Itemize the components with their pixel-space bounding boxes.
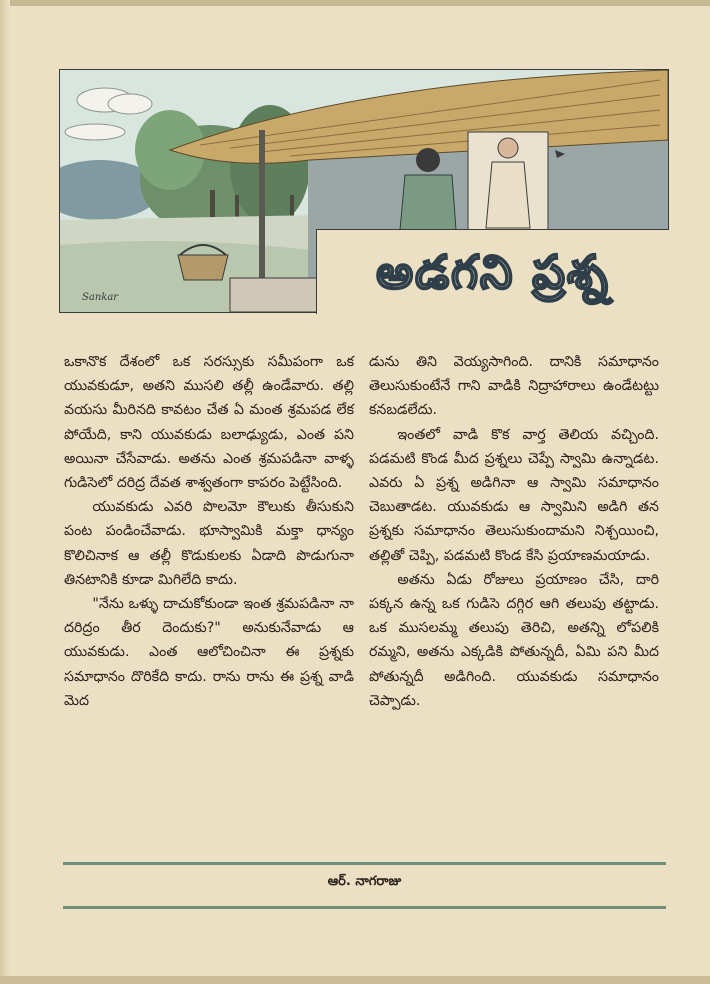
left-paragraph-3: "నేను ఒళ్ళు దాచుకోకుండా ఇంత శ్రమపడినా నా దరిద్రం తీర దెందుకు?" అనుకునేవాడు ఆ యువకుడు. ఎంత ఆలోచించినా ఈ ప్రశ్నకు సమాధానం దొరికేది కాదు. రాను రాను ఈ ప్రశ్న వాడి మెద bbox=[64, 596, 354, 709]
left-paragraph-1: ఒకానొక దేశంలో ఒక సరస్సుకు సమీపంగా ఒక యువకుడూ, అతని ముసలి తల్లీ ఉండేవారు. తల్లి వయసు మీరినది కావటం చేత ఏ మంత శ్రమపడ లేక పోయేది, కాని యువకుడు బలాఢ్యుడు, ఎంత పని అయినా చేసేవాడు. అతను ఎంత శ్రమపడినా వాళ్ళ గుడిసెలో దరిద్ర దేవత శాశ్వతంగా కాపరం పెట్టేసింది. bbox=[64, 354, 354, 492]
right-paragraph-3: అతను ఏడు రోజులు ప్రయాణం చేసి, దారి పక్కన ఉన్న ఒక గుడిసె దగ్గిర ఆగి తలుపు తట్టాడు. ఒక ముసలమ్మ తలుపు తెరిచి, అతన్ని లోపలికి రమ్మని, అతను ఎక్కడికి పోతున్నదీ, ఏమి పని మీద పోతున్నదీ అడిగింది. యువకుడు సమాధానం చెప్పాడు. bbox=[369, 571, 659, 709]
artist-signature: Sankar bbox=[82, 292, 119, 303]
page-top-edge bbox=[0, 0, 710, 6]
author-name: ఆర్. నాగరాజు bbox=[327, 874, 402, 889]
right-paragraph-1: డును తిని వెయ్యసాగింది. దానికి సమాధానం తెలుసుకుంటేనే గాని వాడికి నిద్రాహారాలు ఉండేటట్టు కనబడలేదు. bbox=[369, 354, 659, 419]
right-column bbox=[369, 350, 659, 713]
page-left-edge bbox=[0, 0, 10, 984]
title-panel bbox=[316, 229, 669, 314]
right-paragraph-2: ఇంతలో వాడి కొక వార్త తెలియ వచ్చింది. పడమటి కొండ మీద ప్రశ్నలు చెప్పే స్వామి ఉన్నాడట. ఎవరు ఏ ప్రశ్న అడిగినా ఆ స్వామి సమాధానం చెబుతాడట. యువకుడు ఆ స్వామిని అడిగి తన ప్రశ్నకు సమాధానం తెలుసుకుందామని నిశ్చయించి, తల్లితో చెప్పి, పడమటి కొండ కేసి ప్రయాణమయాడు. bbox=[369, 426, 659, 564]
left-paragraph-2: యువకుడు ఎవరి పొలమో కౌలుకు తీసుకుని పంట పండించేవాడు. భూస్వామికి మక్తా ధాన్యం కొలిచినాక ఆ తల్లీ కొడుకులకు ఏడాది పొడుగునా తినటానికి కూడా మిగిలేది కాదు. bbox=[64, 499, 354, 588]
divider-top bbox=[63, 862, 666, 865]
left-column bbox=[64, 350, 354, 713]
story-title: అడగని ప్రశ్న bbox=[376, 245, 610, 299]
page-bottom-edge bbox=[0, 976, 710, 984]
divider-bottom bbox=[63, 906, 666, 909]
